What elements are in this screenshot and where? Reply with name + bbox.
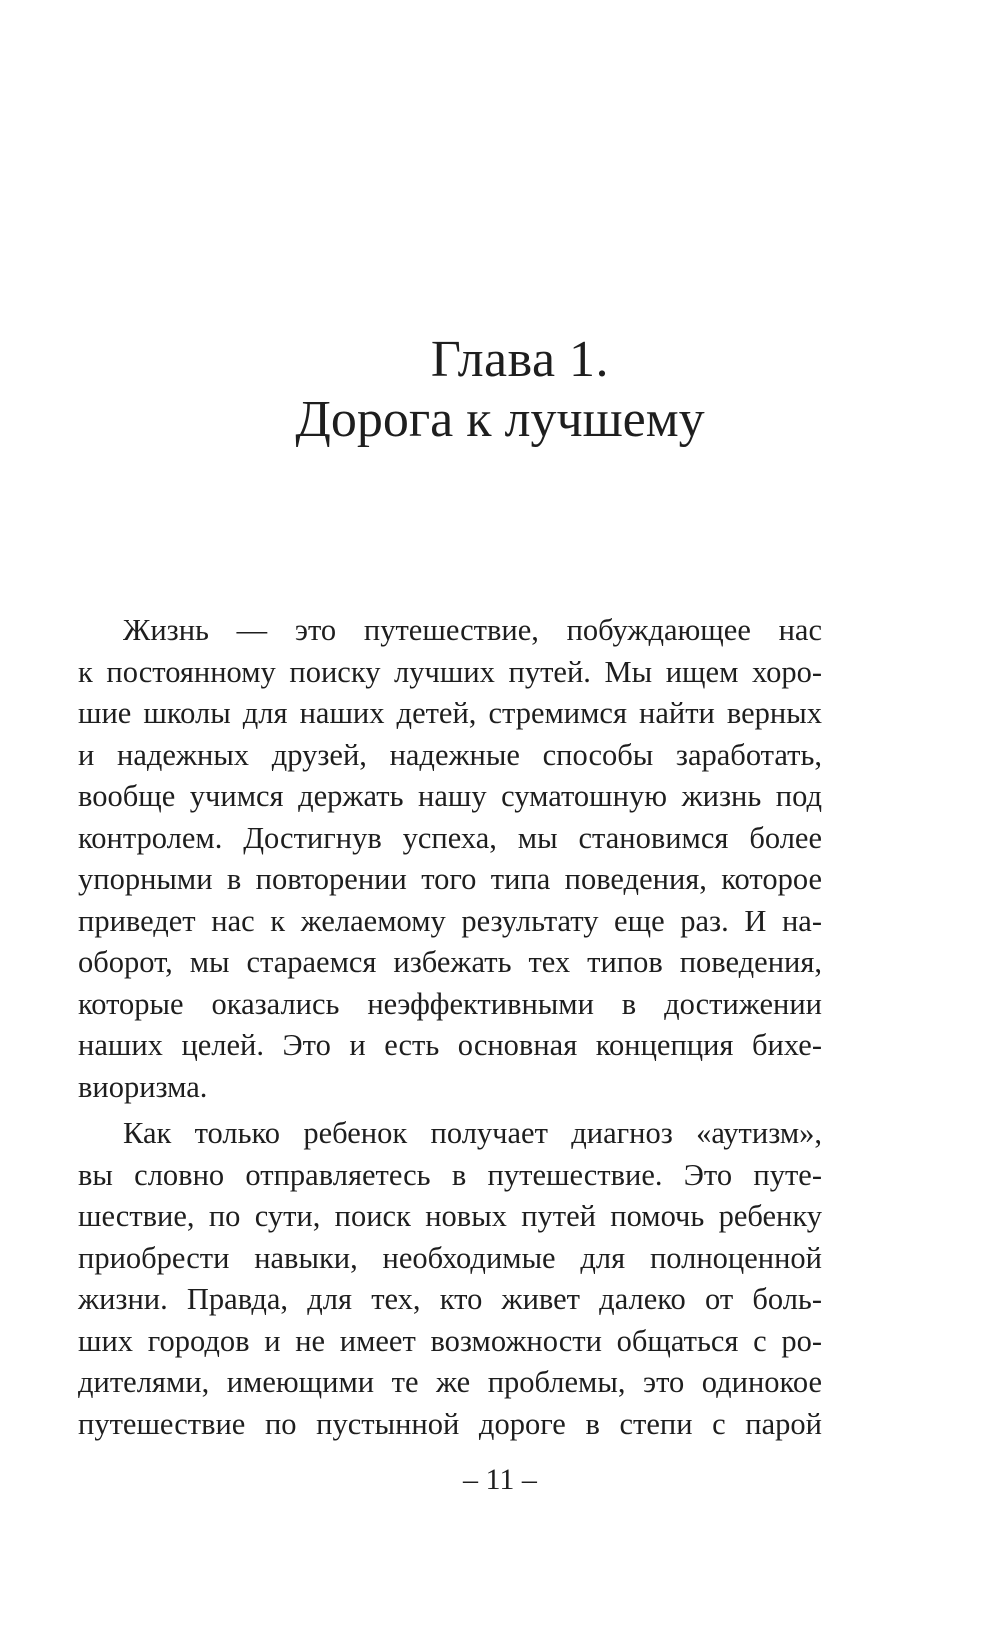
text-line: приведет нас к желаемому результату еще раз. И на- [78,903,822,938]
text-line: дителями, имеющими те же проблемы, это одинокое [78,1365,822,1399]
text-line: жизни. Правда, для тех, кто живет далеко от боль- [78,1282,822,1316]
text-line: и надежных друзей, надежные способы заработать, [78,737,822,772]
text-line: ших городов и не имеет возможности общаться с ро- [78,1323,822,1358]
text-line: Как только ребенок получает диагноз «аутизм», [123,1116,822,1150]
chapter-title: Дорога к лучшему [295,391,705,448]
text-line: приобрести навыки, необходимые для полноценной [78,1240,822,1275]
paragraph-1 [78,610,822,1108]
paragraph-2 [78,1113,822,1445]
body-text [78,610,822,1445]
page-number: – 11 – [463,1463,537,1496]
text-line: наших целей. Это и есть основная концепция бихе- [78,1028,822,1062]
text-line: упорными в повторении того типа поведения, которое [78,862,822,896]
text-line: шествие, по сути, поиск новых путей помочь ребенку [78,1199,822,1233]
chapter-heading [0,330,1000,450]
text-line: которые оказались неэффективными в достижении [78,986,822,1021]
chapter-number: Глава 1. [430,331,610,388]
text-line: контролем. Достигнув успеха, мы становимся более [78,820,822,855]
text-line: путешествие по пустынной дороге в степи с парой [78,1406,822,1441]
text-line: шие школы для наших детей, стремимся найти верных [78,696,822,730]
text-line: к постоянному поиску лучших путей. Мы ищем хоро- [78,654,822,689]
text-line: оборот, мы стараемся избежать тех типов поведения, [78,945,822,979]
text-line: Жизнь — это путешествие, побуждающее нас [123,613,822,647]
text-line: вообще учимся держать нашу суматошную жизнь под [78,779,822,813]
text-line: вы словно отправляетесь в путешествие. Это путе- [78,1157,822,1192]
text-line: виоризма. [78,1069,208,1104]
